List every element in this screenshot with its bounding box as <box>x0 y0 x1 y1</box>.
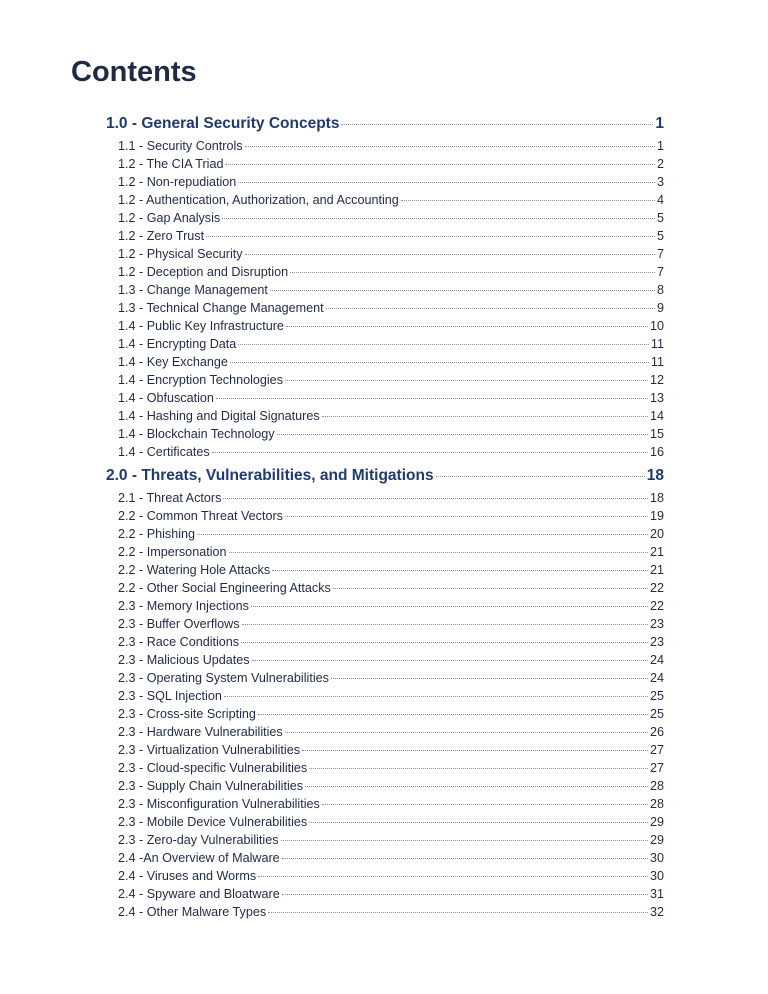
entry-page-number: 9 <box>656 301 664 315</box>
table-of-contents <box>106 115 664 923</box>
entry-title: 1.2 - Authentication, Authorization, and Accounting <box>118 193 399 207</box>
entry-page-number: 30 <box>649 869 664 883</box>
entry-page-number: 22 <box>649 599 664 613</box>
dot-leader <box>277 434 648 435</box>
entry-page-number: 22 <box>649 581 664 595</box>
toc-entry[interactable] <box>106 653 664 671</box>
dot-leader <box>290 272 655 273</box>
dot-leader <box>322 804 648 805</box>
entry-title: 1.2 - Zero Trust <box>118 229 205 243</box>
entry-title: 2.3 - Buffer Overflows <box>118 617 240 631</box>
toc-entry[interactable] <box>106 175 664 193</box>
toc-entry[interactable] <box>106 337 664 355</box>
entry-title: 2.3 - Malicious Updates <box>118 653 250 667</box>
toc-entry[interactable] <box>106 779 664 797</box>
entry-page-number: 12 <box>649 373 664 387</box>
entry-page-number: 7 <box>656 265 664 279</box>
toc-entry[interactable] <box>106 509 664 527</box>
entry-title: 2.2 - Common Threat Vectors <box>118 509 283 523</box>
entry-title: 2.3 - Memory Injections <box>118 599 249 613</box>
toc-entry[interactable] <box>106 491 664 509</box>
entry-page-number: 21 <box>649 545 664 559</box>
entry-title: 2.2 - Phishing <box>118 527 196 541</box>
dot-leader <box>245 146 655 147</box>
entry-page-number: 24 <box>649 653 664 667</box>
toc-entry[interactable] <box>106 815 664 833</box>
dot-leader <box>222 218 655 219</box>
entry-title: 1.2 - Physical Security <box>118 247 243 261</box>
toc-section-heading[interactable] <box>106 115 664 136</box>
entry-title: 2.3 - Mobile Device Vulnerabilities <box>118 815 308 829</box>
dot-leader <box>326 308 655 309</box>
dot-leader <box>245 254 655 255</box>
dot-leader <box>258 714 648 715</box>
entry-title: 2.4 - Spyware and Bloatware <box>118 887 280 901</box>
toc-entry[interactable] <box>106 319 664 337</box>
entry-page-number: 1 <box>656 139 664 153</box>
toc-entry[interactable] <box>106 743 664 761</box>
dot-leader <box>238 344 649 345</box>
dot-leader <box>282 858 648 859</box>
entry-page-number: 26 <box>649 725 664 739</box>
toc-entry[interactable] <box>106 283 664 301</box>
dot-leader <box>282 894 648 895</box>
entry-title: 1.2 - Gap Analysis <box>118 211 221 225</box>
dot-leader <box>341 124 653 125</box>
toc-entry[interactable] <box>106 563 664 581</box>
entry-title: 2.1 - Threat Actors <box>118 491 222 505</box>
toc-entry[interactable] <box>106 229 664 247</box>
toc-entry[interactable] <box>106 391 664 409</box>
entry-title: 2.3 - Cross-site Scripting <box>118 707 256 721</box>
toc-entry[interactable] <box>106 797 664 815</box>
dot-leader <box>225 164 655 165</box>
entry-page-number: 16 <box>649 445 664 459</box>
entry-page-number: 2 <box>656 157 664 171</box>
toc-entry[interactable] <box>106 635 664 653</box>
dot-leader <box>251 606 648 607</box>
dot-leader <box>197 534 648 535</box>
entry-page-number: 20 <box>649 527 664 541</box>
entry-page-number: 21 <box>649 563 664 577</box>
toc-entry[interactable] <box>106 445 664 463</box>
entry-page-number: 11 <box>650 337 664 351</box>
dot-leader <box>401 200 655 201</box>
dot-leader <box>216 398 648 399</box>
entry-page-number: 28 <box>649 779 664 793</box>
toc-entry[interactable] <box>106 139 664 157</box>
dot-leader <box>223 498 648 499</box>
toc-entry[interactable] <box>106 545 664 563</box>
dot-leader <box>230 362 649 363</box>
toc-entry[interactable] <box>106 833 664 851</box>
entry-title: 1.4 - Blockchain Technology <box>118 427 275 441</box>
entry-title: 1.3 - Technical Change Management <box>118 301 324 315</box>
toc-entry[interactable] <box>106 689 664 707</box>
entry-page-number: 13 <box>649 391 664 405</box>
dot-leader <box>270 290 655 291</box>
entry-title: 1.4 - Encrypting Data <box>118 337 237 351</box>
entry-page-number: 31 <box>649 887 664 901</box>
entry-title: 2.3 - Misconfiguration Vulnerabilities <box>118 797 320 811</box>
entry-title: 2.3 - Race Conditions <box>118 635 240 649</box>
entry-title: 2.2 - Other Social Engineering Attacks <box>118 581 331 595</box>
entry-page-number: 19 <box>649 509 664 523</box>
toc-entry[interactable] <box>106 707 664 725</box>
dot-leader <box>281 840 648 841</box>
toc-entry[interactable] <box>106 355 664 373</box>
toc-entry[interactable] <box>106 869 664 887</box>
dot-leader <box>285 380 648 381</box>
entry-title: 2.4 - Viruses and Worms <box>118 869 257 883</box>
dot-leader <box>212 452 648 453</box>
toc-entry[interactable] <box>106 427 664 445</box>
entry-title: 1.4 - Hashing and Digital Signatures <box>118 409 320 423</box>
entry-title: 2.2 - Watering Hole Attacks <box>118 563 271 577</box>
entry-page-number: 25 <box>649 689 664 703</box>
entry-page-number: 5 <box>656 211 664 225</box>
entry-title: 1.4 - Obfuscation <box>118 391 214 405</box>
entry-page-number: 10 <box>649 319 664 333</box>
entry-title: 2.3 - Cloud-specific Vulnerabilities <box>118 761 308 775</box>
entry-page-number: 28 <box>649 797 664 811</box>
entry-page-number: 8 <box>656 283 664 297</box>
entry-page-number: 3 <box>656 175 664 189</box>
dot-leader <box>241 642 648 643</box>
page-title: Contents <box>71 56 197 88</box>
entry-title: 1.4 - Key Exchange <box>118 355 228 369</box>
entry-page-number: 25 <box>649 707 664 721</box>
entry-page-number: 7 <box>656 247 664 261</box>
entry-page-number: 15 <box>649 427 664 441</box>
entry-title: 2.3 - Operating System Vulnerabilities <box>118 671 329 685</box>
toc-entry[interactable] <box>106 373 664 391</box>
dot-leader <box>333 588 648 589</box>
entry-title: 2.3 - SQL Injection <box>118 689 222 703</box>
section-title: 2.0 - Threats, Vulnerabilities, and Mitigations <box>106 467 434 484</box>
entry-title: 2.4 -An Overview of Malware <box>118 851 280 865</box>
entry-page-number: 27 <box>649 761 664 775</box>
entry-page-number: 4 <box>656 193 664 207</box>
entry-title: 2.3 - Hardware Vulnerabilities <box>118 725 283 739</box>
toc-entry[interactable] <box>106 581 664 599</box>
dot-leader <box>305 786 648 787</box>
dot-leader <box>252 660 648 661</box>
entry-title: 2.2 - Impersonation <box>118 545 227 559</box>
entry-title: 1.1 - Security Controls <box>118 139 243 153</box>
dot-leader <box>302 750 648 751</box>
toc-entry[interactable] <box>106 599 664 617</box>
entry-title: 1.2 - Non-repudiation <box>118 175 237 189</box>
dot-leader <box>238 182 655 183</box>
entry-title: 1.3 - Change Management <box>118 283 268 297</box>
entry-page-number: 27 <box>649 743 664 757</box>
dot-leader <box>331 678 648 679</box>
entry-title: 1.4 - Certificates <box>118 445 210 459</box>
dot-leader <box>285 732 648 733</box>
dot-leader <box>206 236 655 237</box>
dot-leader <box>229 552 648 553</box>
toc-section-heading[interactable] <box>106 467 664 488</box>
toc-entry[interactable] <box>106 905 664 923</box>
toc-entry[interactable] <box>106 887 664 905</box>
toc-entry[interactable] <box>106 247 664 265</box>
dot-leader <box>224 696 648 697</box>
entry-title: 2.3 - Supply Chain Vulnerabilities <box>118 779 304 793</box>
entry-page-number: 24 <box>649 671 664 685</box>
section-page-number: 18 <box>646 467 664 484</box>
toc-entry[interactable] <box>106 851 664 869</box>
dot-leader <box>286 326 648 327</box>
toc-entry[interactable] <box>106 265 664 283</box>
dot-leader <box>272 570 648 571</box>
toc-entry[interactable] <box>106 761 664 779</box>
dot-leader <box>268 912 648 913</box>
entry-page-number: 29 <box>649 833 664 847</box>
toc-entry[interactable] <box>106 671 664 689</box>
entry-title: 1.4 - Public Key Infrastructure <box>118 319 284 333</box>
toc-entry[interactable] <box>106 157 664 175</box>
entry-title: 1.2 - The CIA Triad <box>118 157 224 171</box>
entry-title: 2.4 - Other Malware Types <box>118 905 267 919</box>
dot-leader <box>436 476 645 477</box>
toc-entry[interactable] <box>106 527 664 545</box>
entry-title: 1.2 - Deception and Disruption <box>118 265 289 279</box>
entry-title: 2.3 - Zero-day Vulnerabilities <box>118 833 279 847</box>
toc-entry[interactable] <box>106 725 664 743</box>
dot-leader <box>242 624 648 625</box>
section-page-number: 1 <box>655 115 664 132</box>
entry-page-number: 5 <box>656 229 664 243</box>
dot-leader <box>322 416 648 417</box>
entry-title: 1.4 - Encryption Technologies <box>118 373 283 387</box>
entry-page-number: 11 <box>650 355 664 369</box>
toc-entry[interactable] <box>106 301 664 319</box>
dot-leader <box>258 876 648 877</box>
toc-entry[interactable] <box>106 193 664 211</box>
toc-entry[interactable] <box>106 211 664 229</box>
entry-page-number: 18 <box>649 491 664 505</box>
entry-page-number: 29 <box>649 815 664 829</box>
entry-page-number: 23 <box>649 635 664 649</box>
entry-page-number: 23 <box>649 617 664 631</box>
dot-leader <box>309 768 648 769</box>
toc-entry[interactable] <box>106 617 664 635</box>
dot-leader <box>309 822 648 823</box>
section-title: 1.0 - General Security Concepts <box>106 115 340 132</box>
entry-page-number: 14 <box>649 409 664 423</box>
dot-leader <box>285 516 648 517</box>
toc-entry[interactable] <box>106 409 664 427</box>
entry-page-number: 32 <box>649 905 664 919</box>
entry-page-number: 30 <box>649 851 664 865</box>
entry-title: 2.3 - Virtualization Vulnerabilities <box>118 743 301 757</box>
